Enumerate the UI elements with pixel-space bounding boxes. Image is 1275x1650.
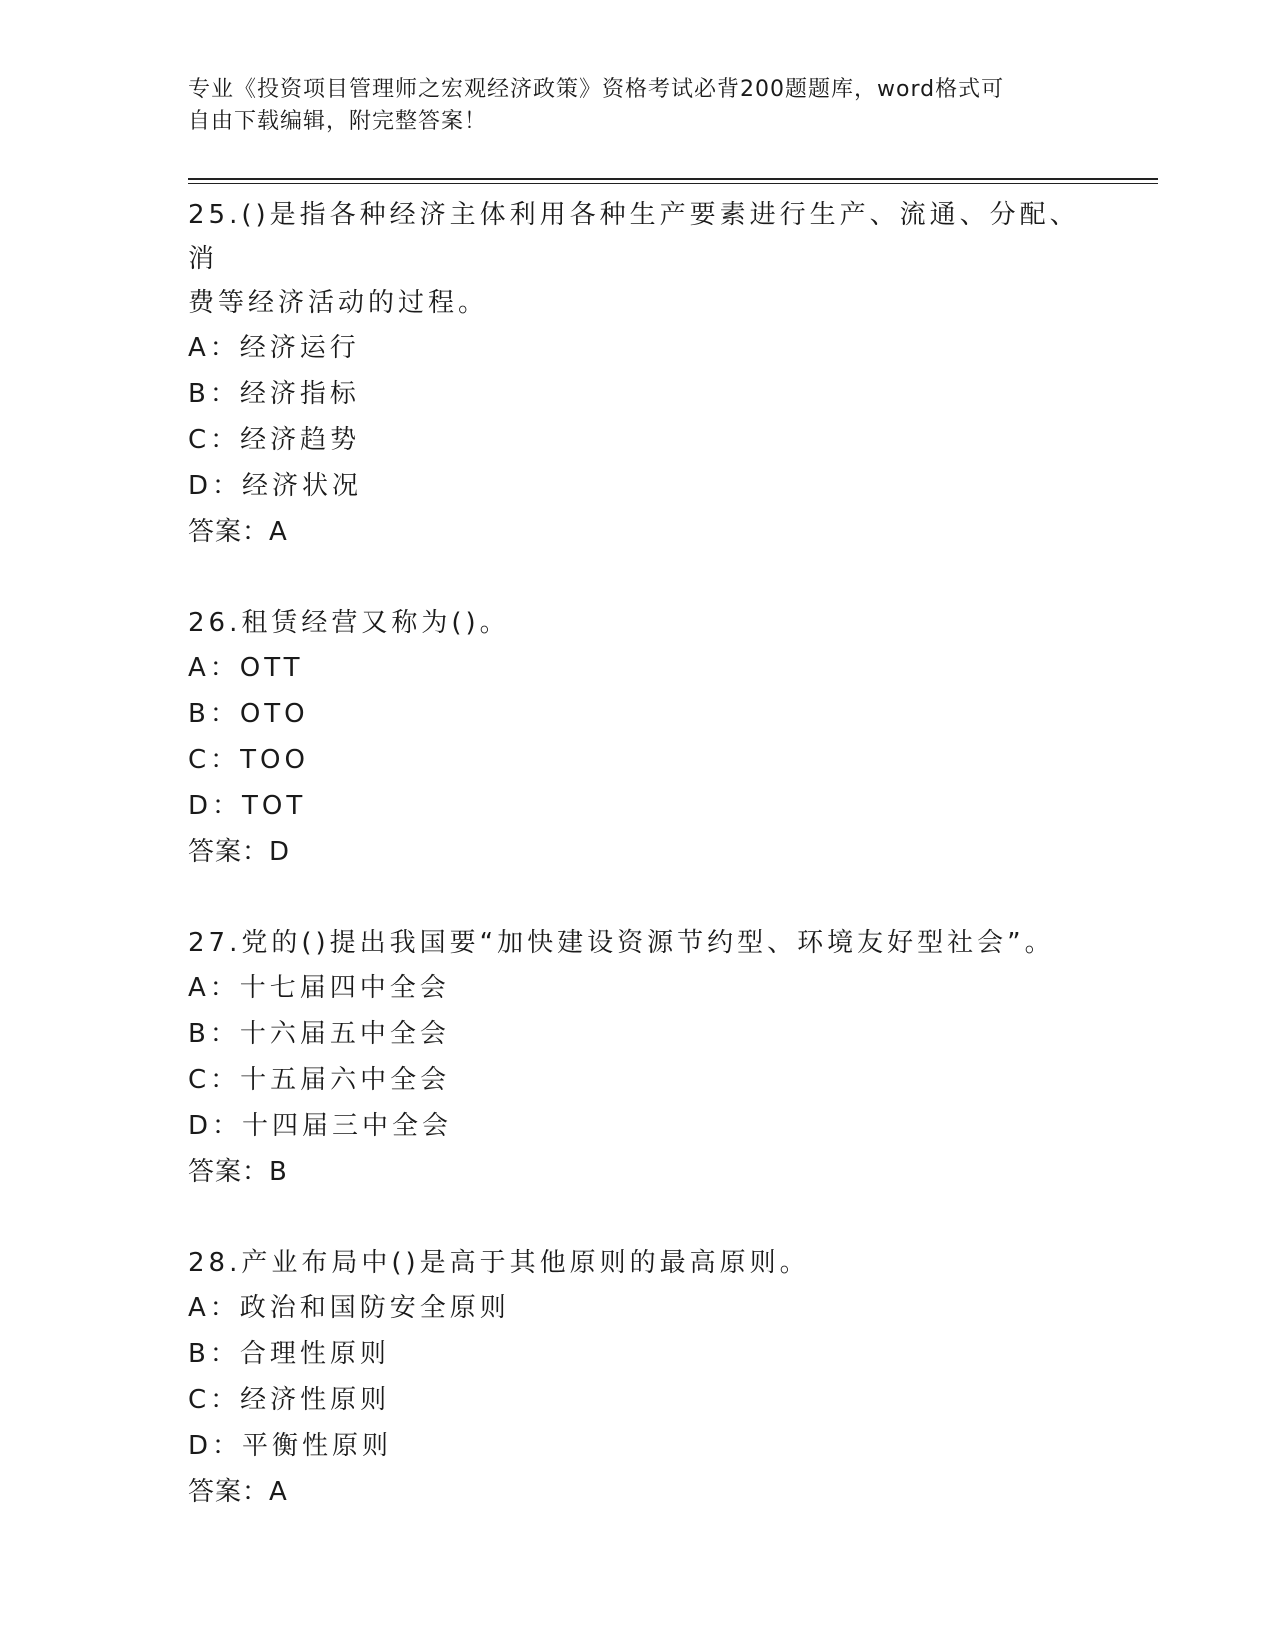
answer: 答案：D: [188, 837, 291, 867]
answer: 答案：A: [188, 517, 288, 547]
question-list: [188, 193, 1088, 1561]
option-b: B：OTO: [188, 699, 309, 729]
option-d: D：平衡性原则: [188, 1431, 393, 1461]
option-d: D：经济状况: [188, 471, 363, 501]
question-27: [188, 921, 1088, 1195]
option-b: B：合理性原则: [188, 1339, 390, 1369]
header-divider-thin: [188, 183, 1158, 184]
option-a: A：政治和国防安全原则: [188, 1293, 510, 1323]
option-d: D：TOT: [188, 791, 307, 821]
option-b: B：经济指标: [188, 379, 360, 409]
question-stem-line-1: 25.()是指各种经济主体利用各种生产要素进行生产、流通、分配、消: [188, 200, 1080, 274]
option-a: A：OTT: [188, 653, 304, 683]
answer: 答案：B: [188, 1157, 288, 1187]
option-a: A：经济运行: [188, 333, 360, 363]
option-b: B：十六届五中全会: [188, 1019, 450, 1049]
question-26: [188, 601, 1088, 875]
option-c: C：TOO: [188, 745, 309, 775]
option-d: D：十四届三中全会: [188, 1111, 453, 1141]
header-line-2: 自由下载编辑，附完整答案！: [188, 109, 488, 134]
header-line-1: 专业《投资项目管理师之宏观经济政策》资格考试必背200题题库，word格式可: [188, 77, 1005, 102]
option-c: C：经济趋势: [188, 425, 361, 455]
question-stem: 27.党的()提出我国要“加快建设资源节约型、环境友好型社会”。: [188, 928, 1055, 958]
question-28: [188, 1241, 1088, 1515]
document-header: [188, 74, 1088, 138]
option-c: C：经济性原则: [188, 1385, 391, 1415]
header-divider-thick: [188, 178, 1158, 180]
question-stem: 28.产业布局中()是高于其他原则的最高原则。: [188, 1248, 810, 1278]
question-stem-line-2: 费等经济活动的过程。: [188, 288, 489, 318]
option-a: A：十七届四中全会: [188, 973, 450, 1003]
question-25: [188, 193, 1088, 555]
option-c: C：十五届六中全会: [188, 1065, 451, 1095]
question-stem: 26.租赁经营又称为()。: [188, 608, 510, 638]
answer: 答案：A: [188, 1477, 288, 1507]
